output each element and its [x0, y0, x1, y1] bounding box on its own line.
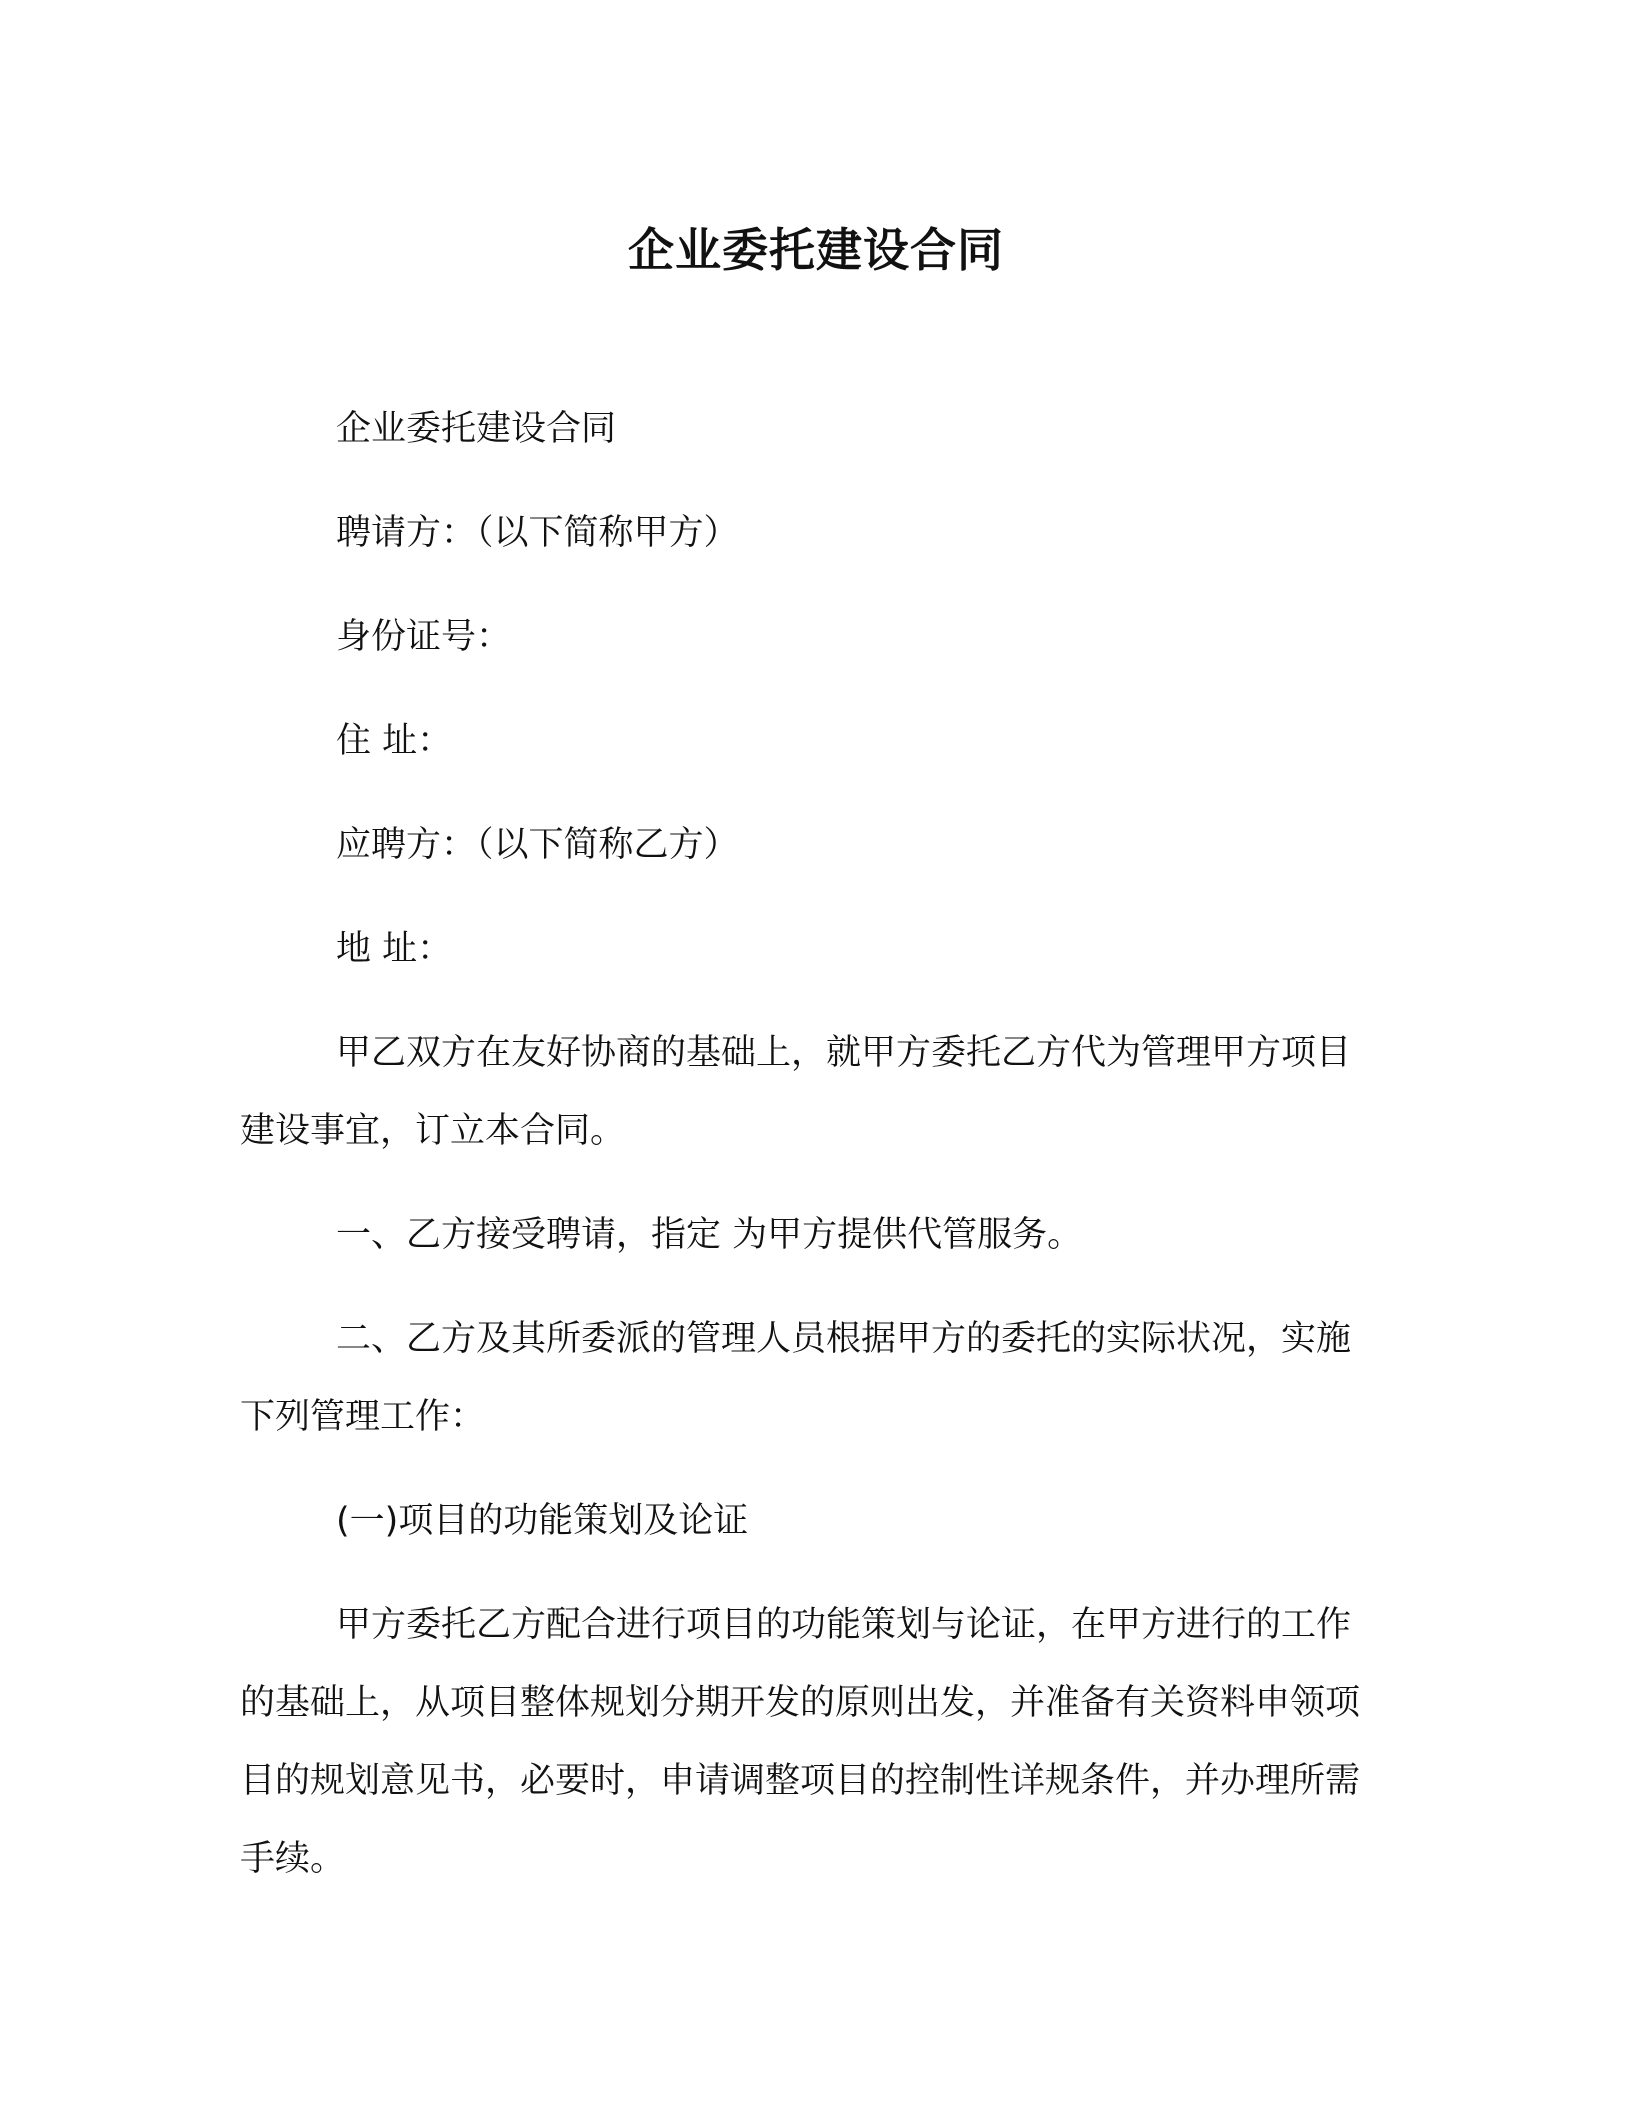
paragraph-party-a-address: 住 址：	[336, 721, 453, 761]
paragraph-heading: 企业委托建设合同	[336, 409, 617, 449]
paragraph-clause-2: 二、乙方及其所委派的管理人员根据甲方的委托的实际状况，实施下列管理工作：	[240, 1319, 1352, 1437]
paragraph-id-number: 身份证号：	[336, 617, 512, 657]
document-title: 企业委托建设合同	[628, 223, 1004, 277]
paragraph-clause-1: 一、乙方接受聘请，指定 为甲方提供代管服务。	[336, 1215, 1083, 1255]
paragraph-party-b: 应聘方：（以下简称乙方）	[336, 825, 739, 865]
paragraph-intro: 甲乙双方在友好协商的基础上，就甲方委托乙方代为管理甲方项目建设事宜，订立本合同。	[240, 1033, 1352, 1151]
paragraph-party-b-address: 地 址：	[336, 929, 453, 969]
paragraph-subclause-1: (一)项目的功能策划及论证	[336, 1501, 749, 1541]
paragraph-subclause-1-text: 甲方委托乙方配合进行项目的功能策划与论证，在甲方进行的工作的基础上，从项目整体规划分期开发的原则出发，并准备有关资料申领项目的规划意见书，必要时，申请调整项目的控制性详规条件，并办理所需手续。	[240, 1605, 1361, 1879]
document-body	[240, 390, 1380, 1924]
paragraph-party-a: 聘请方：（以下简称甲方）	[336, 513, 739, 553]
